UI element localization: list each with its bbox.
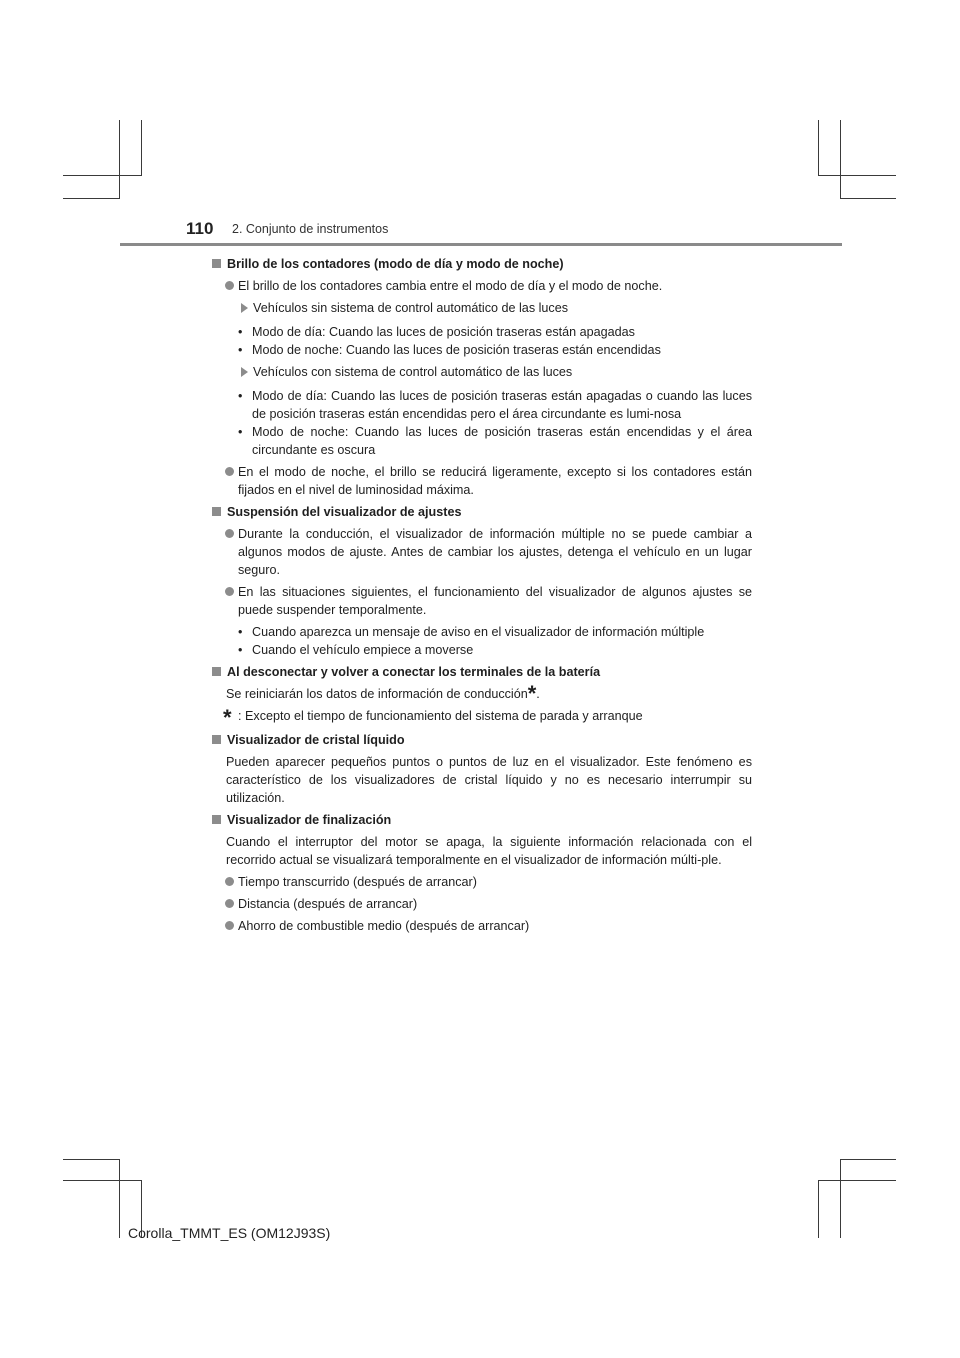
paragraph-end: . — [536, 687, 540, 701]
chapter-title: 2. Conjunto de instrumentos — [232, 222, 389, 236]
crop-mark — [818, 120, 819, 175]
list-item — [212, 277, 752, 295]
condition-text: Vehículos con sistema de control automático de las luces — [253, 365, 573, 379]
section-heading — [212, 811, 752, 829]
section-title: Visualizador de cristal líquido — [227, 733, 405, 747]
crop-mark — [63, 175, 142, 176]
section-heading — [212, 663, 752, 681]
circle-bullet-icon — [225, 529, 234, 538]
square-bullet-icon — [212, 259, 221, 268]
sub-list — [212, 323, 752, 359]
paragraph-text: Pueden aparecer pequeños puntos o puntos de luz en el visualizador. Este fenómeno es característico de los visualizadores de cristal líquido y no es necesario interrumpir su utilización. — [226, 755, 752, 805]
footnote-star: * — [527, 681, 537, 706]
bullet-text: En las situaciones siguientes, el funcionamiento del visualizador de algunos ajustes se puede suspender temporalmente. — [238, 585, 752, 617]
paragraph-text: Se reiniciarán los datos de información de conducción — [226, 687, 528, 701]
circle-bullet-icon — [225, 467, 234, 476]
crop-mark — [840, 120, 841, 198]
page-number: 110 — [186, 219, 214, 238]
section-heading — [212, 731, 752, 749]
condition-text: Vehículos sin sistema de control automático de las luces — [253, 301, 569, 315]
sub-item — [212, 623, 752, 641]
section-heading — [212, 503, 752, 521]
list-item — [212, 895, 752, 913]
paragraph — [212, 833, 752, 869]
crop-mark — [141, 120, 142, 175]
list-item — [212, 463, 752, 499]
header-rule — [120, 243, 842, 246]
section-title: Brillo de los contadores (modo de día y modo de noche) — [227, 257, 564, 271]
circle-bullet-icon — [225, 587, 234, 596]
circle-bullet-icon — [225, 899, 234, 908]
bullet-text: Tiempo transcurrido (después de arrancar) — [238, 875, 477, 889]
square-bullet-icon — [212, 507, 221, 516]
sub-item-text: Cuando aparezca un mensaje de aviso en el visualizador de información múltiple — [252, 625, 705, 639]
crop-mark — [63, 1180, 142, 1181]
paragraph-text: Cuando el interruptor del motor se apaga, la siguiente información relacionada con el recorrido actual se visualizará temporalmente en el visualizador de información múlti-ple. — [226, 835, 752, 867]
dot-marker: • — [238, 643, 243, 657]
vehicle-condition — [212, 363, 752, 381]
paragraph — [212, 681, 752, 706]
sub-list — [212, 623, 752, 659]
crop-mark — [840, 198, 896, 199]
dot-marker: • — [238, 389, 243, 403]
bullet-text: En el modo de noche, el brillo se reducirá ligeramente, excepto si los contadores están fijados en el nivel de luminosidad máxima. — [238, 465, 752, 497]
square-bullet-icon — [212, 735, 221, 744]
triangle-marker-icon — [241, 367, 248, 377]
sub-item — [212, 387, 752, 423]
bullet-text: El brillo de los contadores cambia entre el modo de día y el modo de noche. — [238, 279, 663, 293]
list-item — [212, 583, 752, 619]
section-title: Al desconectar y volver a conectar los terminales de la batería — [227, 665, 601, 679]
dot-marker: • — [238, 325, 243, 339]
sub-item-text: Modo de noche: Cuando las luces de posición traseras están encendidas y el área circundante es oscura — [252, 425, 752, 457]
sub-item — [212, 423, 752, 459]
section-title: Suspensión del visualizador de ajustes — [227, 505, 462, 519]
circle-bullet-icon — [225, 877, 234, 886]
sub-item-text: Modo de noche: Cuando las luces de posición traseras están encendidas — [252, 343, 661, 357]
crop-mark — [119, 1160, 120, 1238]
footnote-star: * — [223, 705, 232, 730]
bullet-text: Ahorro de combustible medio (después de arrancar) — [238, 919, 530, 933]
section-title: Visualizador de finalización — [227, 813, 392, 827]
footnote-text: : Excepto el tiempo de funcionamiento del sistema de parada y arranque — [238, 709, 643, 723]
crop-mark — [840, 1160, 841, 1238]
triangle-marker-icon — [241, 303, 248, 313]
crop-mark — [818, 1180, 819, 1238]
sub-item-text: Modo de día: Cuando las luces de posición traseras están apagadas o cuando las luces de posición traseras están encendidas pero el área circundante es lumi-nosa — [252, 389, 752, 421]
document-code: Corolla_TMMT_ES (OM12J93S) — [128, 1225, 331, 1241]
crop-mark — [840, 1159, 896, 1160]
circle-bullet-icon — [225, 281, 234, 290]
list-item — [212, 873, 752, 891]
bullet-text: Distancia (después de arrancar) — [238, 897, 418, 911]
paragraph — [212, 753, 752, 807]
crop-mark — [63, 198, 120, 199]
section-heading — [212, 255, 752, 273]
vehicle-condition — [212, 299, 752, 317]
list-item — [212, 917, 752, 935]
page-content — [212, 255, 752, 939]
dot-marker: • — [238, 625, 243, 639]
dot-marker: • — [238, 425, 243, 439]
crop-mark — [818, 175, 896, 176]
square-bullet-icon — [212, 815, 221, 824]
sub-item-text: Cuando el vehículo empiece a moverse — [252, 643, 474, 657]
crop-mark — [63, 1159, 120, 1160]
list-item — [212, 525, 752, 579]
dot-marker: • — [238, 343, 243, 357]
sub-item — [212, 641, 752, 659]
sub-item — [212, 323, 752, 341]
sub-item — [212, 341, 752, 359]
circle-bullet-icon — [225, 921, 234, 930]
footnote — [212, 705, 752, 730]
sub-item-text: Modo de día: Cuando las luces de posición traseras están apagadas — [252, 325, 635, 339]
sub-list — [212, 387, 752, 459]
square-bullet-icon — [212, 667, 221, 676]
crop-mark — [818, 1180, 896, 1181]
bullet-text: Durante la conducción, el visualizador de información múltiple no se puede cambiar a algunos modos de ajuste. Antes de cambiar los ajustes, detenga el vehículo en un lugar seguro. — [238, 527, 752, 577]
crop-mark — [119, 120, 120, 198]
